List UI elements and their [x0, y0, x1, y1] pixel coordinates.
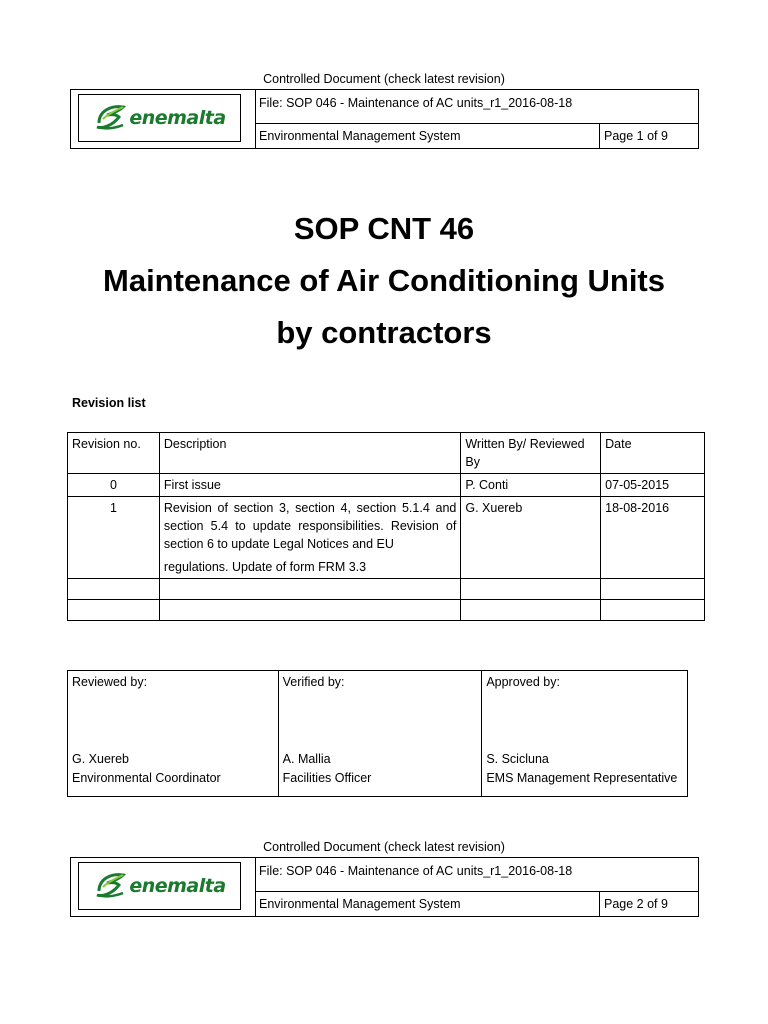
table-row-empty [68, 579, 705, 600]
revision-date: 18-08-2016 [601, 497, 705, 579]
signature-verified [278, 671, 482, 797]
document-title-line1: SOP CNT 46 [293, 211, 475, 246]
enemalta-logo [78, 862, 241, 910]
revision-description [159, 497, 460, 579]
revision-no: 0 [68, 474, 160, 497]
signature-name: G. Xuereb [72, 752, 129, 766]
signature-title: EMS Management Representative [486, 771, 678, 785]
file-label: File: SOP 046 - Maintenance of AC units_r1_2016-08-18 [255, 90, 698, 124]
logo-cell [71, 90, 256, 148]
document-header [70, 89, 699, 149]
signature-title: Environmental Coordinator [72, 771, 221, 785]
revision-description: First issue [159, 474, 460, 497]
header-description: Description [159, 433, 460, 474]
signature-approved [482, 671, 688, 797]
table-row-empty [68, 600, 705, 621]
signature-name: A. Mallia [282, 752, 331, 766]
document-title-line2: Maintenance of Air Conditioning Units [103, 263, 665, 298]
leaf-logo-icon [93, 101, 127, 135]
system-label: Environmental Management System [255, 124, 600, 148]
leaf-logo-icon [93, 869, 127, 903]
header-date: Date [601, 433, 705, 474]
revision-description-part1: Revision of section 3, section 4, section 5.1.4 and section 5.4 to update responsibilities. Revision of section 6 to update Legal Notices and EU [163, 501, 457, 551]
signature-title: Facilities Officer [282, 771, 372, 785]
table-row [68, 474, 705, 497]
enemalta-logo [78, 94, 241, 142]
revision-table [67, 432, 705, 621]
revision-description-part2: regulations. Update of form FRM 3.3 [163, 560, 367, 574]
signature-name: S. Scicluna [486, 752, 549, 766]
logo-cell [71, 858, 256, 916]
logo-text: enemalta [129, 107, 226, 129]
document-header [70, 857, 699, 917]
header-written-by: Written By/ Reviewed By [461, 433, 601, 474]
controlled-document-label: Controlled Document (check latest revision) [263, 72, 505, 86]
revision-list-label: Revision list [72, 396, 146, 410]
table-header-row [68, 433, 705, 474]
signature-role: Reviewed by: [72, 675, 148, 689]
signature-table [67, 670, 688, 797]
system-label: Environmental Management System [255, 892, 600, 916]
revision-no: 1 [68, 497, 160, 579]
logo-text: enemalta [129, 875, 226, 897]
controlled-document-label: Controlled Document (check latest revision) [263, 840, 505, 854]
document-title-line3: by contractors [276, 315, 492, 350]
revision-by: P. Conti [461, 474, 601, 497]
signature-reviewed [68, 671, 279, 797]
revision-by: G. Xuereb [461, 497, 601, 579]
signature-role: Verified by: [282, 675, 345, 689]
header-revision-no: Revision no. [68, 433, 160, 474]
page-number: Page 1 of 9 [604, 129, 668, 143]
signature-role: Approved by: [486, 675, 560, 689]
page-number: Page 2 of 9 [604, 897, 668, 911]
table-row [68, 497, 705, 579]
revision-date: 07-05-2015 [601, 474, 705, 497]
file-label: File: SOP 046 - Maintenance of AC units_r1_2016-08-18 [255, 858, 698, 892]
